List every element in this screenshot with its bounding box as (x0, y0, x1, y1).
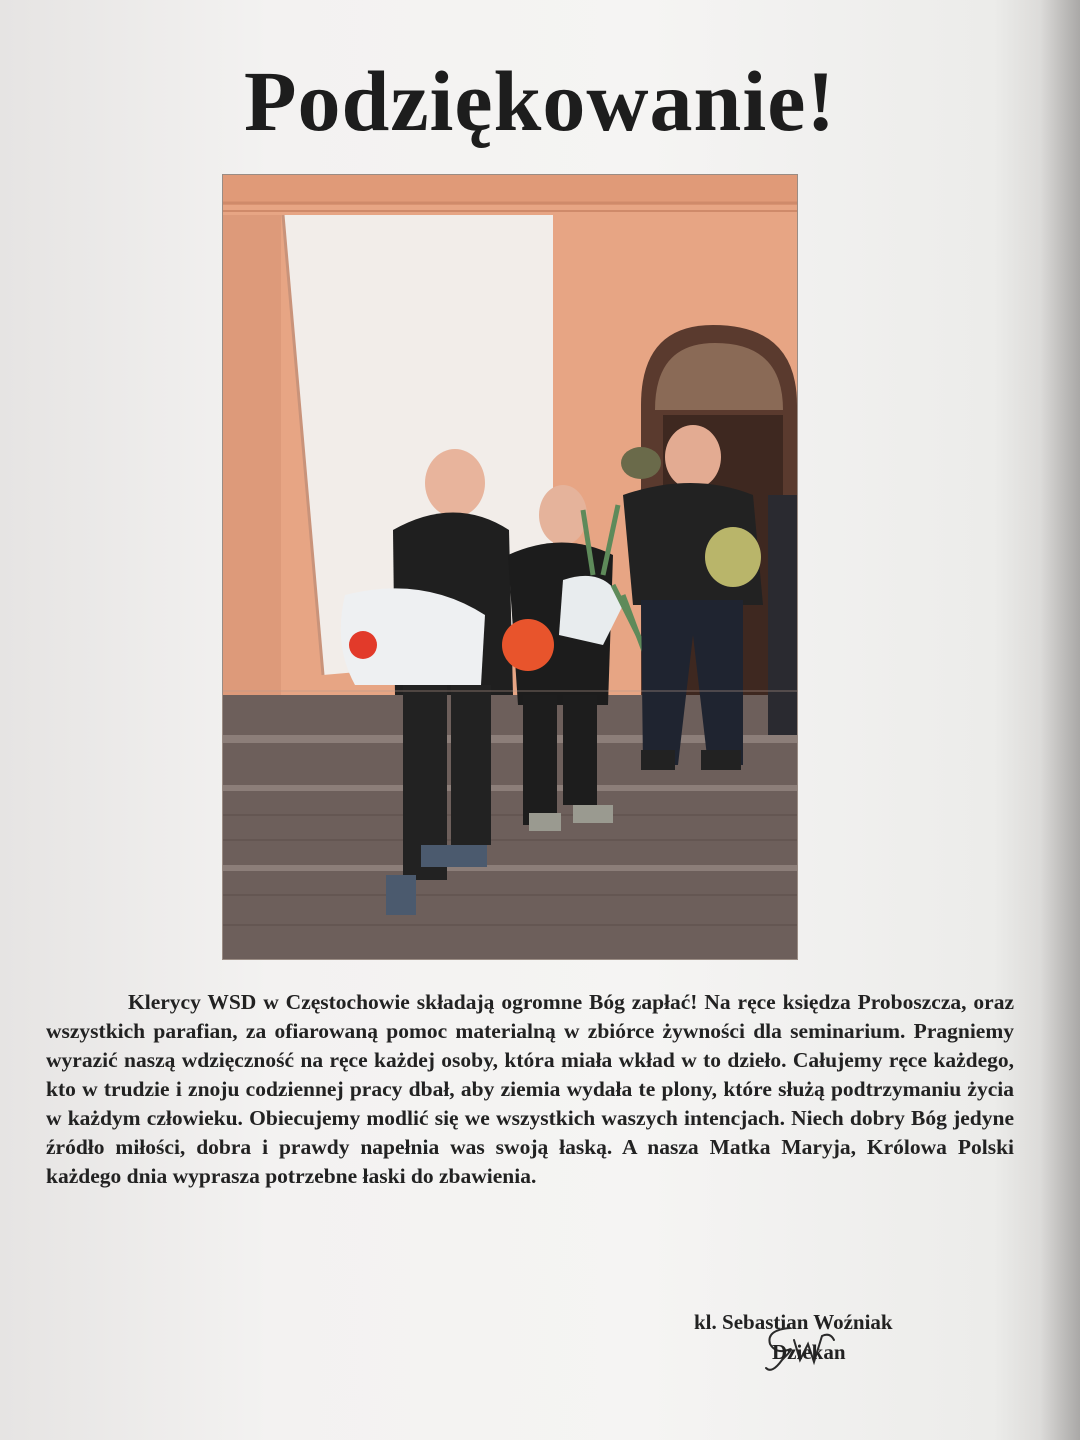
page-title: Podziękowanie! (243, 53, 837, 149)
photo-illustration (223, 175, 797, 959)
body-text: Klerycy WSD w Częstochowie składają ogromne Bóg zapłać! Na ręce księdza Proboszcza, oraz wszystkich parafian, za ofiarowaną pomoc materialną w zbiórce żywności dla seminarium. Pragniemy wyrazić naszą wdzięczność na ręce każdej osoby, która miała wkład w to dzieło. Całujemy ręce każdego, kto w trudzie i znoju codziennej pracy dbał, aby ziemia wydała te plony, które służą podtrzymaniu życia w każdym człowieku. Obiecujemy modlić się we wszystkich waszych intencjach. Niech dobry Bóg jedyne źródło miłości, dobra i prawdy napełnia was swoją łaską. A nasza Matka Maryja, Królowa Polski każdego dnia wyprasza potrzebne łaski do zbawienia. (46, 990, 1014, 1188)
signature-role: Dziekan (772, 1340, 846, 1364)
body-paragraph (46, 988, 1014, 1191)
paper-edge-shadow (1040, 0, 1080, 1440)
signature-name: kl. Sebastian Woźniak (694, 1310, 893, 1334)
group-photo (222, 174, 798, 960)
